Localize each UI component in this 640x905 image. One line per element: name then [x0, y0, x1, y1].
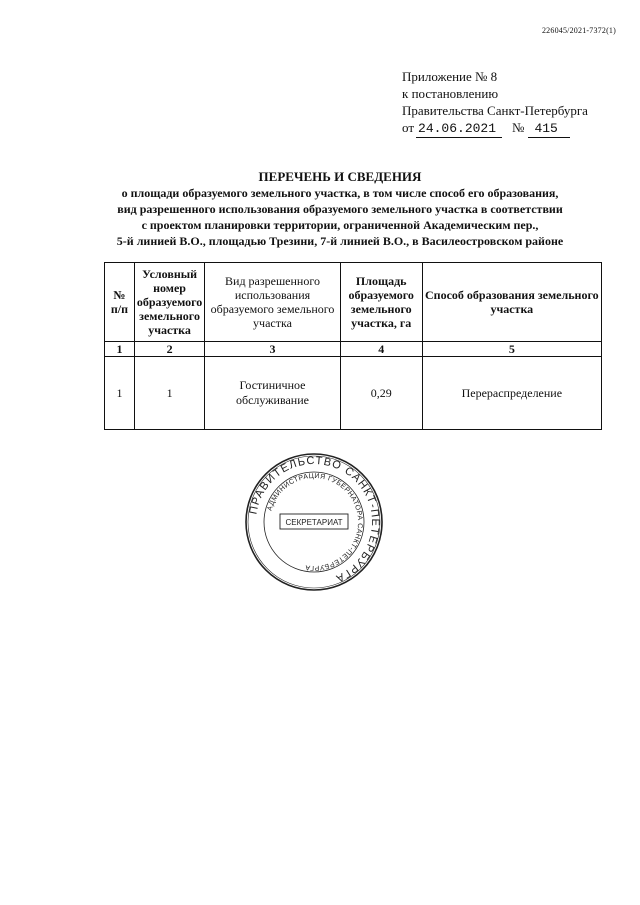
- header-area: Площадь образуемого земельного участка, га: [340, 263, 422, 342]
- appendix-line-1: Приложение № 8: [402, 69, 498, 84]
- cell-permitted-use: Гостиничное обслуживание: [205, 357, 341, 430]
- column-number-3: 3: [205, 342, 341, 357]
- number-label: №: [512, 120, 525, 135]
- resolution-date: 24.06.2021: [416, 120, 502, 138]
- title-line-1: о площади образуемого земельного участка, в том числе способ его образования,: [121, 186, 559, 200]
- seal-center-text: СЕКРЕТАРИАТ: [285, 518, 343, 527]
- seal-inner-text: АДМИНИСТРАЦИЯ ГУБЕРНАТОРА САНКТ-ПЕТЕРБУРГА: [266, 472, 364, 572]
- header-formation-method: Способ образования земельного участка: [422, 263, 601, 342]
- table-column-numbers-row: [105, 342, 602, 357]
- column-number-2: 2: [134, 342, 204, 357]
- document-number: 226045/2021-7372(1): [541, 26, 616, 35]
- table-row: [105, 357, 602, 430]
- column-number-1: 1: [105, 342, 135, 357]
- resolution-number: 415: [528, 120, 569, 138]
- column-number-5: 5: [422, 342, 601, 357]
- column-number-4: 4: [340, 342, 422, 357]
- title-line-2: вид разрешенного использования образуемого земельного участка в соответствии: [117, 202, 563, 216]
- appendix-line-2: к постановлению: [402, 86, 499, 101]
- cell-plot-id: 1: [134, 357, 204, 430]
- title-line-3: с проектом планировки территории, ограниченной Академическим пер.,: [141, 218, 539, 232]
- land-plot-table: [104, 262, 602, 430]
- official-seal: [244, 452, 384, 592]
- document-title: [80, 168, 600, 249]
- appendix-block: [402, 68, 602, 138]
- cell-number: 1: [105, 357, 135, 430]
- header-plot-id: Условный номер образуемого земельного участка: [134, 263, 204, 342]
- cell-formation-method: Перераспределение: [422, 357, 601, 430]
- cell-area: 0,29: [340, 357, 422, 430]
- table-header-row: [105, 263, 602, 342]
- title-heading: ПЕРЕЧЕНЬ И СВЕДЕНИЯ: [258, 169, 422, 184]
- appendix-date-row: [402, 119, 602, 138]
- header-number: № п/п: [105, 263, 135, 342]
- from-label: от: [402, 120, 415, 135]
- title-line-4: 5-й линией В.О., площадью Трезини, 7-й линией В.О., в Василеостровском районе: [116, 234, 564, 248]
- seal-outer-text: ПРАВИТЕЛЬСТВО САНКТ-ПЕТЕРБУРГА: [247, 454, 382, 585]
- appendix-line-3: Правительства Санкт-Петербурга: [402, 103, 588, 118]
- header-permitted-use: Вид разрешенного использования образуемого земельного участка: [205, 263, 341, 342]
